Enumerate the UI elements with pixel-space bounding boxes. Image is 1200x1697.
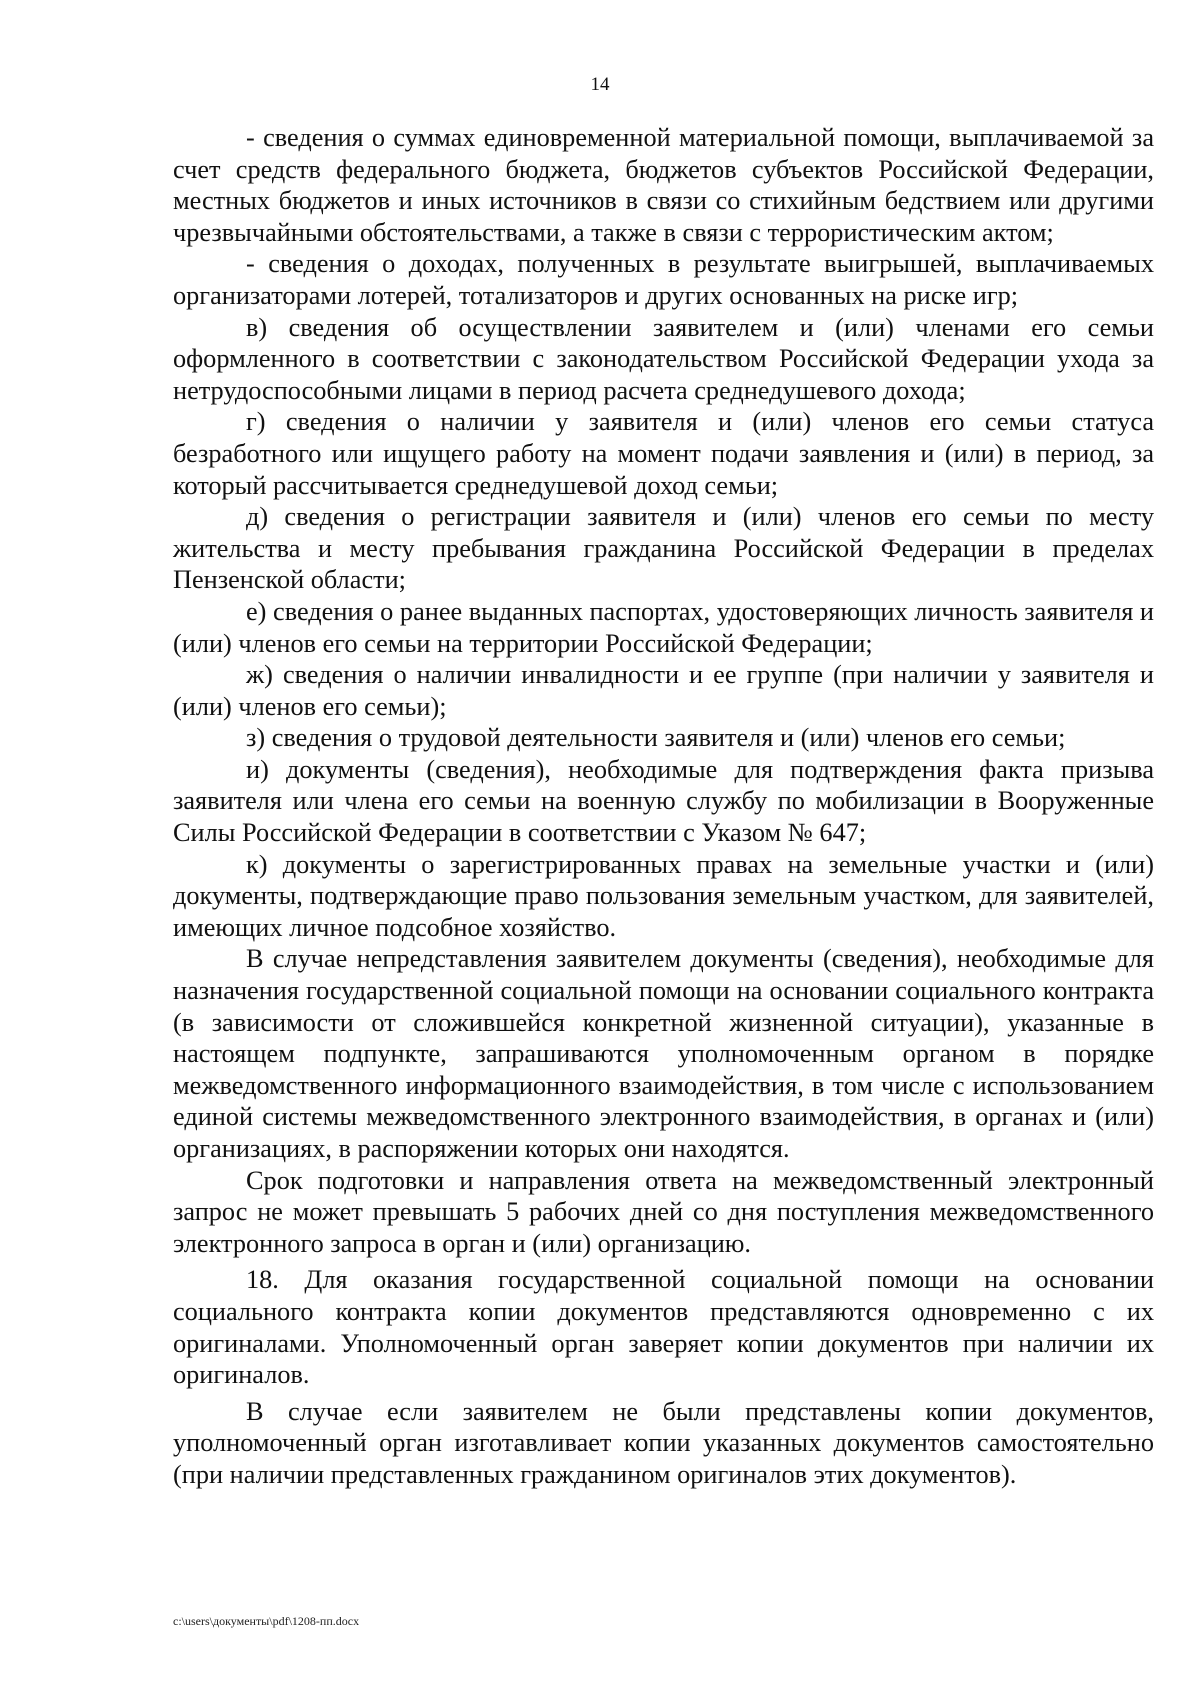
document-body [173,122,1154,1491]
paragraph-interagency-request: В случае непредставления заявителем документы (сведения), необходимые для назначения государственной социальной помощи на основании социального контракта (в зависимости от сложившейся конкретной жизненной ситуации), указанные в настоящем подпункте, запрашиваются уполномоченным органом в порядке межведомственного информационного взаимодействия, в том числе с использованием единой системы межведомственного электронного взаимодействия, в органах и (или) организациях, в распоряжении которых они находятся. [173,944,1154,1163]
paragraph-section-18: 18. Для оказания государственной социальной помощи на основании социального контракта копии документов представляются одновременно с их оригиналами. Уполномоченный орган заверяет копии документов при наличии их оригиналов. [173,1265,1154,1390]
paragraph-copies-made: В случае если заявителем не были представлены копии документов, уполномоченный орган изготавливает копии указанных документов самостоятельно (при наличии представленных гражданином оригиналов этих документов). [173,1396,1154,1489]
paragraph-response-deadline: Срок подготовки и направления ответа на межведомственный электронный запрос не может превышать 5 рабочих дней со дня поступления межведомственного электронного запроса в орган и (или) организацию. [173,1165,1154,1258]
paragraph-material-aid: - сведения о суммах единовременной материальной помощи, выплачиваемой за счет средств федерального бюджета, бюджетов субъектов Российской Федерации, местных бюджетов и иных источников в связи со стихийным бедствием или другими чрезвычайными обстоятельствами, а также в связи с террористическим актом; [173,123,1154,247]
paragraph-item-zh: ж) сведения о наличии инвалидности и ее группе (при наличии у заявителя и (или) членов его семьи); [173,660,1154,721]
footer-file-path: c:\users\документы\pdf\1208-пп.docx [173,1614,360,1628]
paragraph-item-g: г) сведения о наличии у заявителя и (или) членов его семьи статуса безработного или ищущего работу на момент подачи заявления и (или) в период, за который рассчитывается среднедушевой доход семьи; [173,407,1154,500]
paragraph-item-d: д) сведения о регистрации заявителя и (или) членов его семьи по месту жительства и месту пребывания гражданина Российской Федерации в пределах Пензенской области; [173,502,1154,595]
paragraph-item-e: е) сведения о ранее выданных паспортах, удостоверяющих личность заявителя и (или) членов его семьи на территории Российской Федерации; [173,596,1154,658]
paragraph-item-z: з) сведения о трудовой деятельности заявителя и (или) членов его семьи; [246,723,1066,753]
paragraph-lottery-income: - сведения о доходах, полученных в результате выигрышей, выплачиваемых организаторами лотерей, тотализаторов и других основанных на риске игр; [173,249,1154,310]
page-number: 14 [590,74,610,95]
paragraph-item-i: и) документы (сведения), необходимые для подтверждения факта призыва заявителя или члена его семьи на военную службу по мобилизации в Вооруженные Силы Российской Федерации в соответствии с Указом № 647; [173,754,1154,848]
paragraph-item-v: в) сведения об осуществлении заявителем и (или) членами его семьи оформленного в соответствии с законодательством Российской Федерации ухода за нетрудоспособными лицами в период расчета среднедушевого дохода; [173,312,1154,405]
paragraph-item-k: к) документы о зарегистрированных правах на земельные участки и (или) документы, подтверждающие право пользования земельным участком, для заявителей, имеющих личное подсобное хозяйство. [173,849,1154,942]
